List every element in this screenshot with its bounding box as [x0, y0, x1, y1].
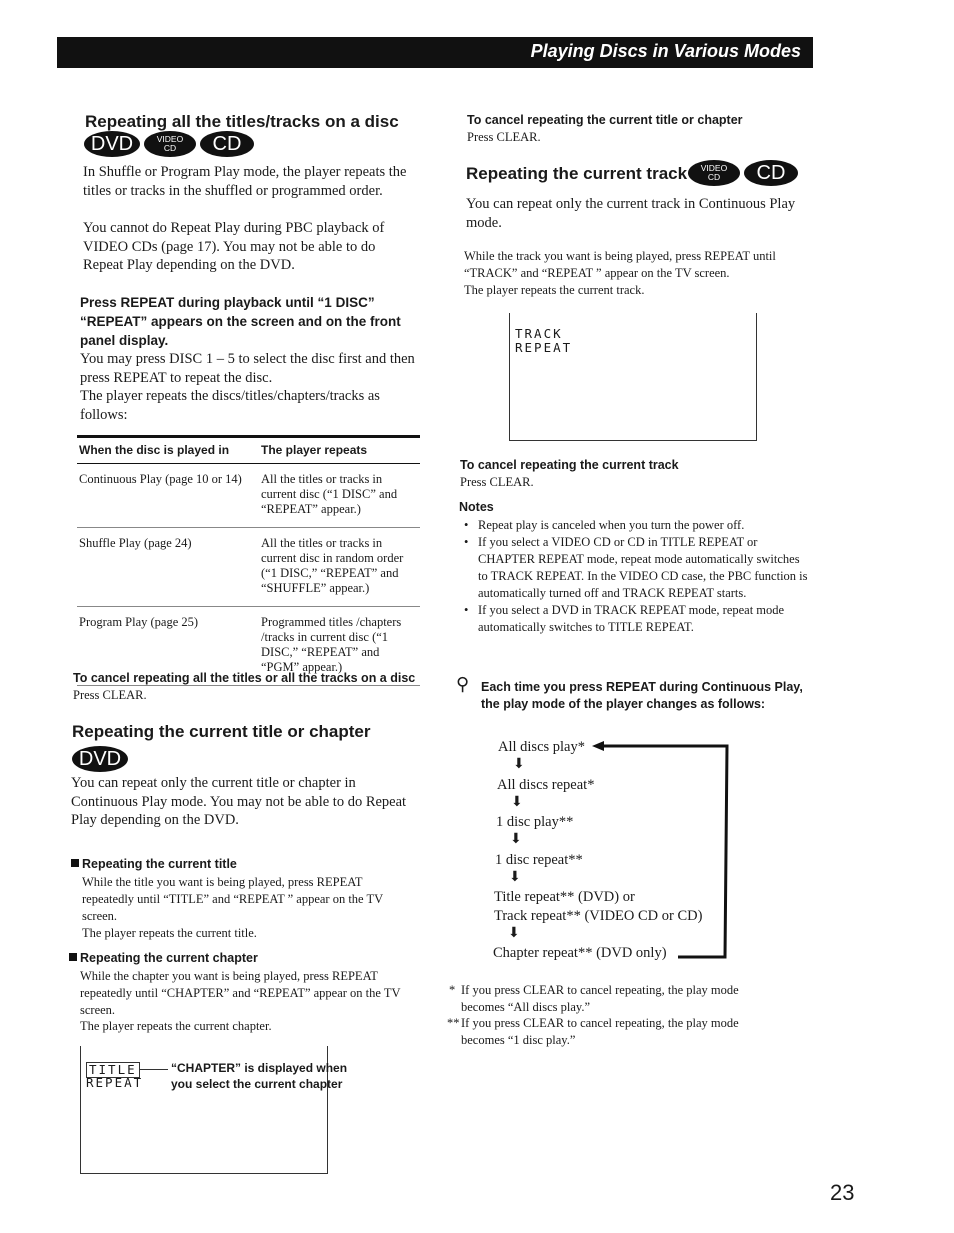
- table-row: [77, 528, 420, 607]
- list-item: • Repeat play is canceled when you turn the power off.: [470, 517, 808, 534]
- section-title-repeat-track: Repeating the current track: [466, 164, 688, 183]
- screen-text-title: TITLE: [86, 1062, 140, 1078]
- flow-item-all-discs-repeat: All discs repeat*: [497, 777, 595, 793]
- tip-text: Each time you press REPEAT during Continuous Play, the play mode of the player changes as follows:: [481, 680, 803, 711]
- dvd-badge-icon: DVD: [84, 131, 140, 157]
- table-cell: Program Play (page 25): [77, 607, 259, 686]
- flow-item-chapter-repeat: Chapter repeat** (DVD only): [493, 945, 667, 961]
- section1-instruction: Press REPEAT during playback until “1 DISC” “REPEAT” appears on the screen and on the front panel display.: [80, 295, 401, 348]
- disc-badges-section3: [688, 160, 798, 186]
- cancel-track-text: Press CLEAR.: [460, 475, 534, 489]
- table-header-when: When the disc is played in: [77, 437, 259, 464]
- callout-line: [140, 1069, 168, 1070]
- arrow-down-icon: ⬇: [509, 870, 521, 885]
- cd-badge-icon: CD: [200, 131, 254, 157]
- header-title: Playing Discs in Various Modes: [530, 41, 801, 61]
- list-item: • If you select a DVD in TRACK REPEAT mode, repeat mode automatically switches to TITLE REPEAT.: [470, 602, 808, 636]
- flow-item-all-discs-play: All discs play*: [498, 739, 585, 755]
- section-title-repeat-all: Repeating all the titles/tracks on a disc: [85, 112, 399, 131]
- disc-badges-section2: [72, 746, 128, 772]
- section1-paragraph-2: You cannot do Repeat Play during PBC playback of VIDEO CDs (page 17). You may not be able to do Repeat Play depending on the DVD.: [83, 220, 385, 273]
- current-chapter-paragraph: While the chapter you want is being played, press REPEAT repeatedly until “CHAPTER” and “REPEAT” appear on the TV screen.: [80, 969, 401, 1017]
- cancel-title-chapter-heading: To cancel repeating the current title or chapter: [467, 113, 743, 127]
- tip-lightbulb-icon: ⚲: [456, 674, 470, 694]
- arrow-down-icon: ⬇: [508, 926, 520, 941]
- table-cell: Programmed titles /chapters /tracks in current disc (“1 DISC,” “REPEAT” and “PGM” appear.): [259, 607, 420, 686]
- notes-heading: Notes: [459, 500, 494, 514]
- table-header-repeats: The player repeats: [259, 437, 420, 464]
- footnote1-mark: *: [449, 983, 456, 997]
- screen-text-repeat-track: REPEAT: [515, 340, 573, 355]
- video-cd-badge-icon: VIDEO CD: [688, 160, 740, 186]
- flow-loop-bracket: [580, 740, 732, 962]
- repeat-modes-table: [77, 435, 420, 686]
- flow-item-1-disc-repeat: 1 disc repeat**: [495, 852, 583, 868]
- section3-paragraph-3: The player repeats the current track.: [464, 283, 645, 297]
- section1-paragraph-3: You may press DISC 1 – 5 to select the disc first and then press REPEAT to repeat the disc.: [80, 351, 415, 386]
- flow-item-1-disc-play: 1 disc play**: [496, 814, 574, 830]
- footnote1-text: If you press CLEAR to cancel repeating, the play mode becomes “All discs play.”: [461, 983, 739, 1014]
- sub-heading-current-chapter: Repeating the current chapter: [69, 950, 258, 967]
- bullet-square-icon: [69, 953, 77, 961]
- table-cell: All the titles or tracks in current disc (“1 DISC” and “REPEAT” appear.): [259, 464, 420, 528]
- table-cell: Shuffle Play (page 24): [77, 528, 259, 607]
- section-title-repeat-title-chapter: Repeating the current title or chapter: [72, 722, 371, 741]
- section1-paragraph-1: In Shuffle or Program Play mode, the player repeats the titles or tracks in the shuffled or programmed order.: [83, 164, 407, 199]
- arrow-down-icon: ⬇: [510, 832, 522, 847]
- video-cd-badge-icon: VIDEO CD: [144, 131, 196, 157]
- page-number: 23: [830, 1180, 855, 1205]
- header-bar: [57, 37, 813, 68]
- section3-paragraph-1: You can repeat only the current track in Continuous Play mode.: [466, 196, 796, 231]
- cancel-track-heading: To cancel repeating the current track: [460, 458, 679, 472]
- flow-item-track-repeat: Track repeat** (VIDEO CD or CD): [494, 908, 703, 924]
- bullet-square-icon: [71, 859, 79, 867]
- footnote2-mark: **: [447, 1016, 460, 1030]
- disc-badges-section1: [84, 131, 254, 157]
- cancel-title-chapter-text: Press CLEAR.: [467, 130, 541, 144]
- section2-paragraph-1: You can repeat only the current title or chapter in Continuous Play mode. You may not be able to do Repeat Play depending on the DVD.: [71, 775, 407, 828]
- table-cell: Continuous Play (page 10 or 14): [77, 464, 259, 528]
- section1-paragraph-4: The player repeats the discs/titles/chapters/tracks as follows:: [80, 388, 380, 423]
- cd-badge-icon: CD: [744, 160, 798, 186]
- arrow-down-icon: ⬇: [513, 757, 525, 772]
- current-chapter-result: The player repeats the current chapter.: [80, 1019, 272, 1033]
- sub-heading-current-title: Repeating the current title: [71, 856, 237, 873]
- notes-list: [458, 517, 808, 636]
- screen-callout-text: “CHAPTER” is displayed when you select the current chapter: [171, 1061, 348, 1091]
- list-item: • If you select a VIDEO CD or CD in TITLE REPEAT or CHAPTER REPEAT mode, repeat mode automatically switches to TRACK REPEAT. In the VIDEO CD case, the PBC function is automatically turned off and TRACK REPEAT starts.: [470, 534, 808, 602]
- current-title-paragraph: While the title you want is being played, press REPEAT repeatedly until “TITLE” and “REPEAT ” appear on the TV screen.: [82, 875, 383, 923]
- arrow-down-icon: ⬇: [511, 795, 523, 810]
- table-row: [77, 464, 420, 528]
- cancel-all-text: Press CLEAR.: [73, 688, 147, 702]
- section3-paragraph-2: While the track you want is being played, press REPEAT until “TRACK” and “REPEAT ” appear on the TV screen.: [464, 249, 776, 280]
- footnote2-text: If you press CLEAR to cancel repeating, the play mode becomes “1 disc play.”: [461, 1016, 739, 1047]
- screen-text-track: TRACK: [515, 326, 563, 341]
- current-title-result: The player repeats the current title.: [82, 926, 257, 940]
- table-cell: All the titles or tracks in current disc in random order (“1 DISC,” “REPEAT” and “SHUFFLE” appear.): [259, 528, 420, 607]
- screen-text-repeat: REPEAT: [86, 1075, 144, 1090]
- dvd-badge-icon: DVD: [72, 746, 128, 772]
- flow-item-title-repeat: Title repeat** (DVD) or: [494, 889, 635, 905]
- cancel-all-heading: To cancel repeating all the titles or all the tracks on a disc: [73, 671, 416, 685]
